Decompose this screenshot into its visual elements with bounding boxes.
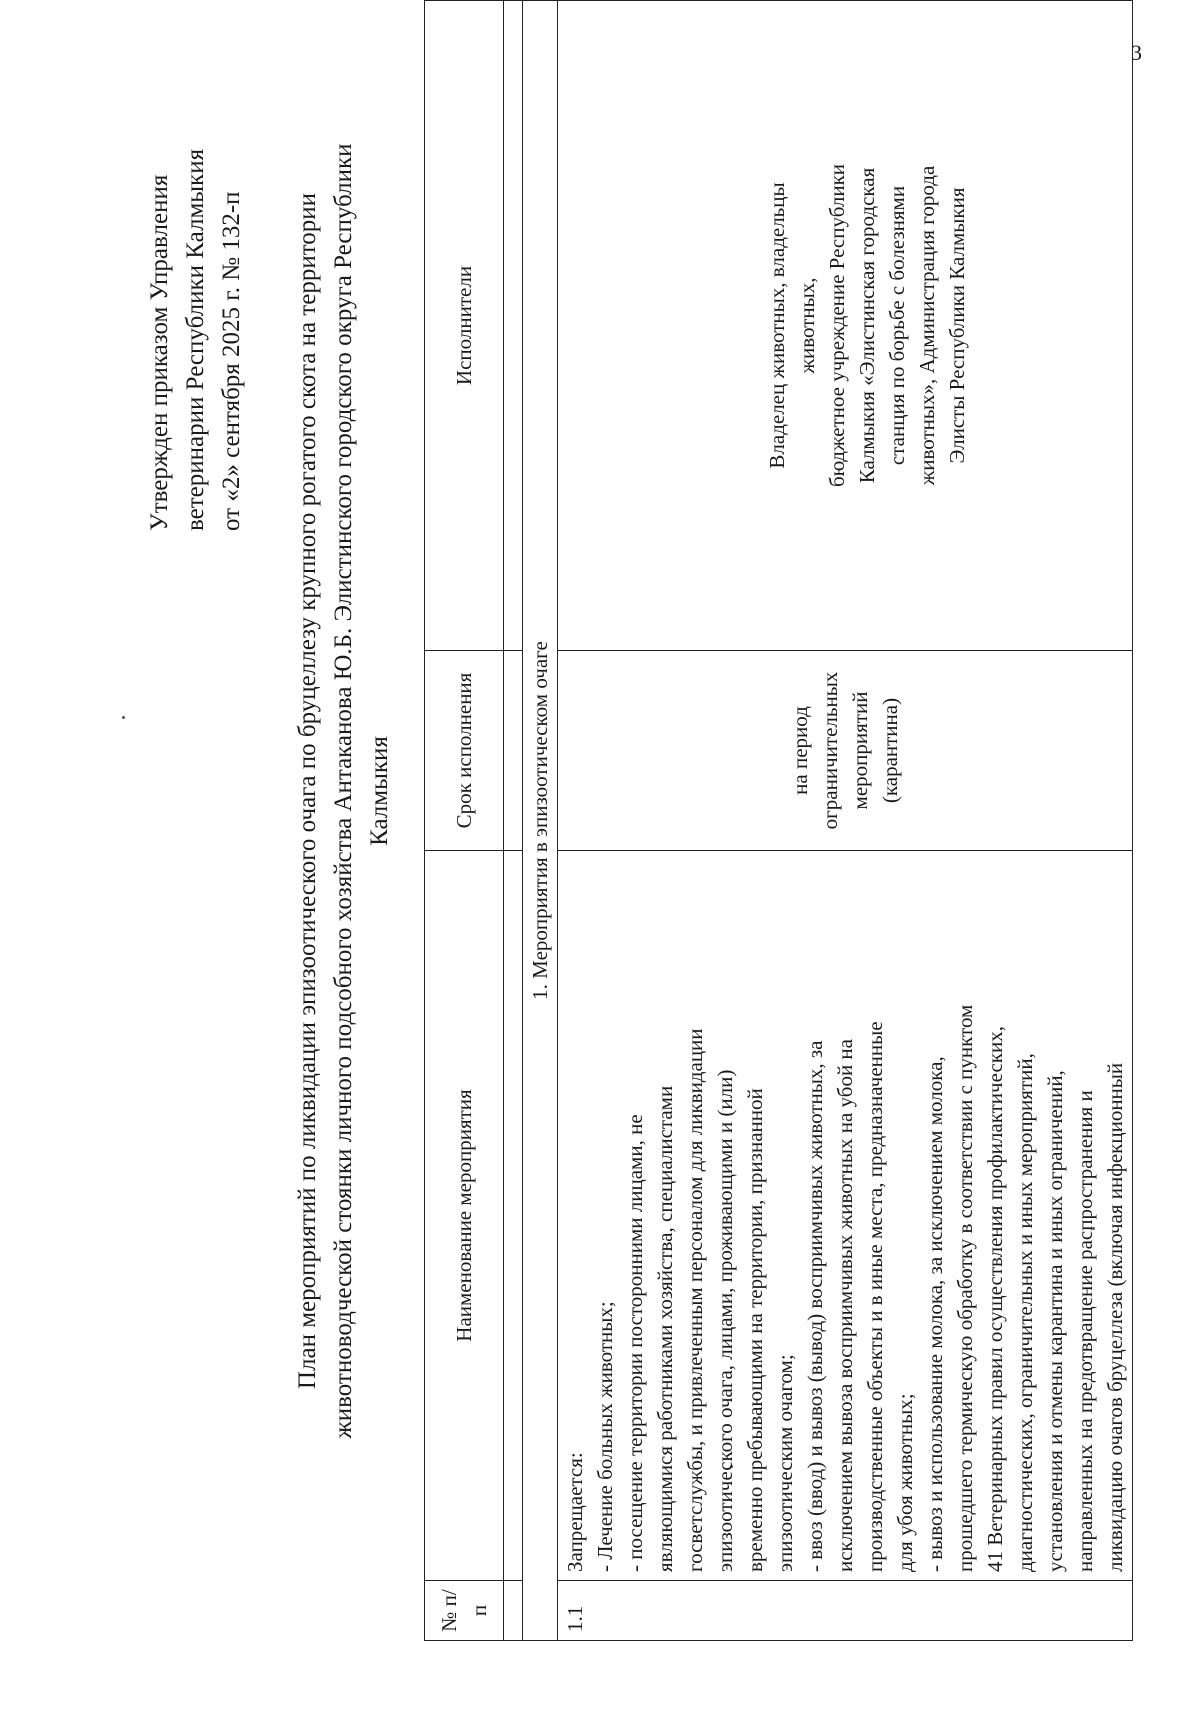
measure-name-cell: [558, 851, 1133, 1581]
performer-line: Элисты Республики Калмыкия: [945, 187, 969, 464]
deadline-line: (карантина): [878, 697, 902, 804]
header-name: Наименование мероприятия: [425, 851, 504, 1581]
page-number: 3: [1131, 40, 1142, 65]
deadline-line: мероприятий: [848, 691, 872, 810]
table-row: [558, 1, 1133, 1641]
table-header-row: [425, 1, 504, 1641]
measure-line: Запрещается:: [563, 1452, 587, 1572]
title-line: План мероприятий по ликвидации эпизоотического очага по бруцеллезу крупного рогатого скота на территории: [294, 192, 321, 1390]
section-row: [523, 1, 558, 1641]
measure-line: являющимися работниками хозяйства, специалистами: [653, 1085, 677, 1572]
measure-line: прошедшего термическую обработку в соответствии с пунктом: [953, 1004, 977, 1572]
measures-table: [424, 0, 1133, 1641]
measure-line: - ввоз (ввод) и вывоз (вывод) восприимчивых животных, за: [803, 1040, 827, 1572]
section-title: 1. Мероприятия в эпизоотическом очаге: [523, 1, 558, 1641]
performer-line: Калмыкия «Элистинская городская: [855, 167, 879, 484]
header-deadline: Срок исполнения: [425, 651, 504, 851]
measure-line: госветслужбы, и привлеченным персоналом для ликвидации: [683, 1028, 707, 1572]
deadline-line: ограничительных: [818, 671, 842, 830]
measure-line: ликвидацию очагов бруцеллеза (включая инфекционный: [1103, 1062, 1127, 1572]
performer-line: Владелец животных, владельцы: [765, 182, 789, 469]
measure-line: производственные объекты и в иные места, предназначенные: [863, 1021, 887, 1572]
approval-block: [142, 11, 250, 531]
performer-line: животных», Администрация города: [915, 165, 939, 486]
measure-line: для убоя животных;: [893, 1393, 917, 1572]
performer-line: животных,: [795, 277, 819, 374]
measure-line: - вывоз и использование молока, за исключением молока,: [923, 1056, 947, 1572]
header-performers: Исполнители: [425, 1, 504, 651]
deadline-cell: [558, 651, 1133, 851]
performer-line: бюджетное учреждение Республики: [825, 163, 849, 488]
table-spacer-row: [504, 1, 523, 1641]
measure-line: - посещение территории посторонними лицами, не: [623, 1114, 647, 1572]
measure-line: диагностических, ограничительных и иных мероприятий,: [1013, 1053, 1037, 1572]
plan-title: [290, 31, 398, 1551]
title-line: животноводческой стоянки личного подсобного хозяйства Антаканова Ю.Б. Элистинского городского округа Республики: [330, 143, 357, 1439]
measure-line: эпизоотического очага, лицами, проживающими и (или): [713, 1069, 737, 1572]
approval-line: Утвержден приказом Управления: [146, 174, 173, 531]
deadline-line: на период: [788, 706, 812, 795]
measure-line: - Лечение больных животных;: [593, 1301, 617, 1572]
measure-line: временно пребывающими на территории, признанной: [743, 1088, 767, 1572]
row-number: 1.1: [558, 1581, 1133, 1641]
title-line: Калмыкия: [366, 736, 393, 846]
measure-line: установления и отмены карантина и иных ограничений,: [1043, 1070, 1067, 1572]
measure-line: 41 Ветеринарных правил осуществления профилактических,: [983, 1026, 1007, 1572]
header-num: № п/п: [425, 1581, 504, 1641]
measure-line: эпизоотическим очагом;: [773, 1354, 797, 1572]
approval-line: от «2» сентября 2025 г. № 132-п: [218, 191, 245, 531]
approval-line: ветеринарии Республики Калмыкия: [182, 148, 209, 531]
measure-line: направленных на предотвращение распространения и: [1073, 1090, 1097, 1572]
measure-line: исключением вывоза восприимчивых животных на убой на: [833, 1039, 857, 1572]
performer-line: станция по борьбе с болезнями: [885, 185, 909, 466]
performers-cell: [558, 1, 1133, 651]
